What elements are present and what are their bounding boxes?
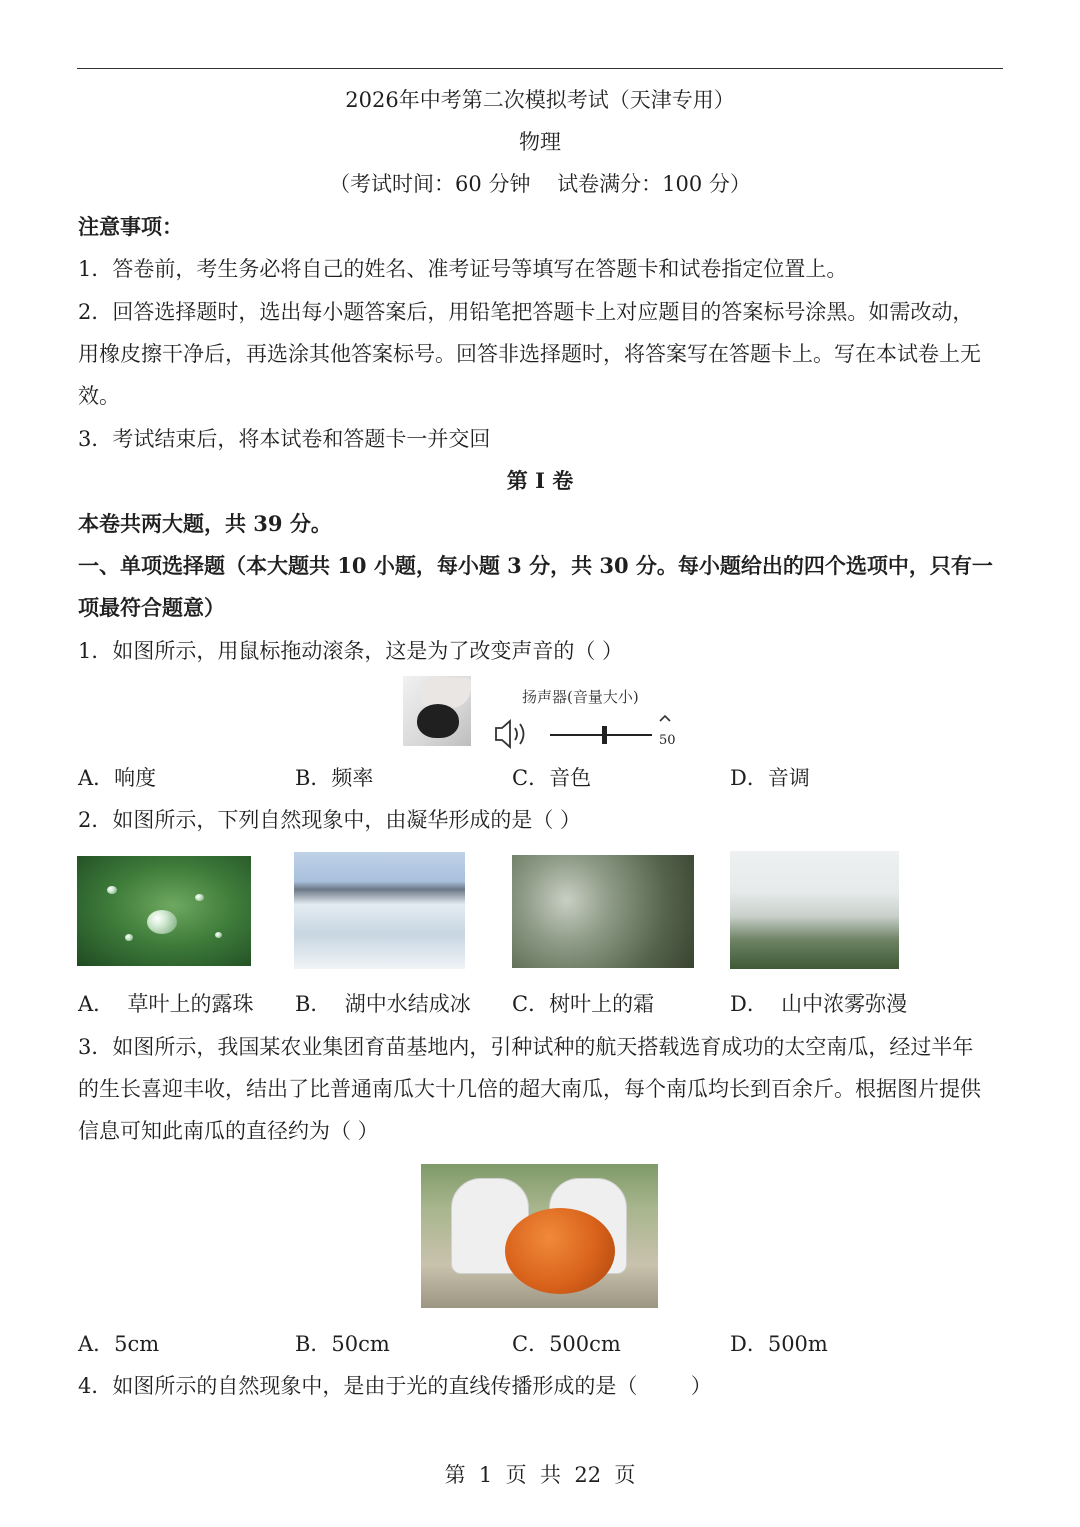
question-stem: 信息可知此南瓜的直径约为（ ）	[78, 1119, 379, 1143]
option-a: A．5cm	[78, 1332, 160, 1356]
note-item: 效。	[78, 384, 120, 408]
subject-title: 物理	[519, 130, 561, 154]
mouse-photo	[403, 676, 471, 746]
option-c: C．树叶上的霜	[512, 992, 655, 1016]
exam-title: 2026年中考第二次模拟考试（天津专用）	[345, 88, 735, 112]
question-stem: 的生长喜迎丰收，结出了比普通南瓜大十几倍的超大南瓜，每个南瓜均长到百余斤。根据图片提供	[78, 1077, 981, 1101]
chevron-up-icon	[660, 716, 670, 721]
speaker-icon	[496, 721, 524, 747]
option-c: C．音色	[512, 766, 592, 790]
pumpkin-photo	[421, 1164, 658, 1308]
note-item: 3．考试结束后，将本试卷和答题卡一并交回	[78, 427, 491, 451]
dew-leaf-photo	[77, 856, 251, 966]
option-a: A． 草叶上的露珠	[78, 992, 254, 1016]
note-item: 2．回答选择题时，选出每小题答案后，用铅笔把答题卡上对应题目的答案标号涂黑。如需改动，	[78, 300, 974, 324]
slider-thumb	[602, 726, 607, 744]
volume-title: 第 I 卷	[506, 468, 574, 493]
part-title: 一、单项选择题（本大题共 10 小题，每小题 3 分，共 30 分。每小题给出的四个选项中，只有一	[78, 553, 993, 578]
option-b: B．频率	[295, 766, 374, 790]
note-item: 用橡皮擦干净后，再选涂其他答案标号。回答非选择题时，将答案写在答题卡上。写在本试卷上无	[78, 342, 981, 366]
note-item: 1．答卷前，考生务必将自己的姓名、准考证号等填写在答题卡和试卷指定位置上。	[78, 257, 848, 281]
question-stem: 3．如图所示，我国某农业集团育苗基地内，引种试种的航天搭载选育成功的太空南瓜，经过半年	[78, 1035, 974, 1059]
option-b: B．50cm	[295, 1332, 390, 1356]
part-title: 项最符合题意）	[78, 595, 225, 620]
option-d: D． 山中浓雾弥漫	[730, 992, 908, 1016]
option-b: B． 湖中水结成冰	[295, 992, 471, 1016]
page-footer: 第 1 页 共 22 页	[444, 1463, 636, 1487]
option-d: D．音调	[730, 766, 810, 790]
question-stem: 2．如图所示，下列自然现象中，由凝华形成的是（ ）	[78, 808, 582, 832]
section-summary: 本卷共两大题，共 39 分。	[78, 511, 332, 536]
frost-leaves-photo	[512, 855, 694, 968]
option-d: D．500m	[730, 1332, 828, 1356]
exam-info: （考试时间：60 分钟 试卷满分：100 分）	[329, 172, 751, 196]
option-a: A．响度	[78, 766, 157, 790]
volume-label: 扬声器(音量大小)	[522, 688, 639, 706]
question-stem: 1．如图所示，用鼠标拖动滚条，这是为了改变声音的（ ）	[78, 639, 624, 663]
question-stem: 4．如图所示的自然现象中，是由于光的直线传播形成的是（ ）	[78, 1374, 712, 1398]
volume-slider	[492, 715, 682, 755]
header-rule	[77, 68, 1003, 69]
notes-heading: 注意事项：	[78, 214, 183, 239]
volume-value: 50	[659, 733, 676, 748]
foggy-mountain-photo	[730, 851, 899, 969]
frozen-lake-photo	[294, 852, 465, 969]
option-c: C．500cm	[512, 1332, 621, 1356]
